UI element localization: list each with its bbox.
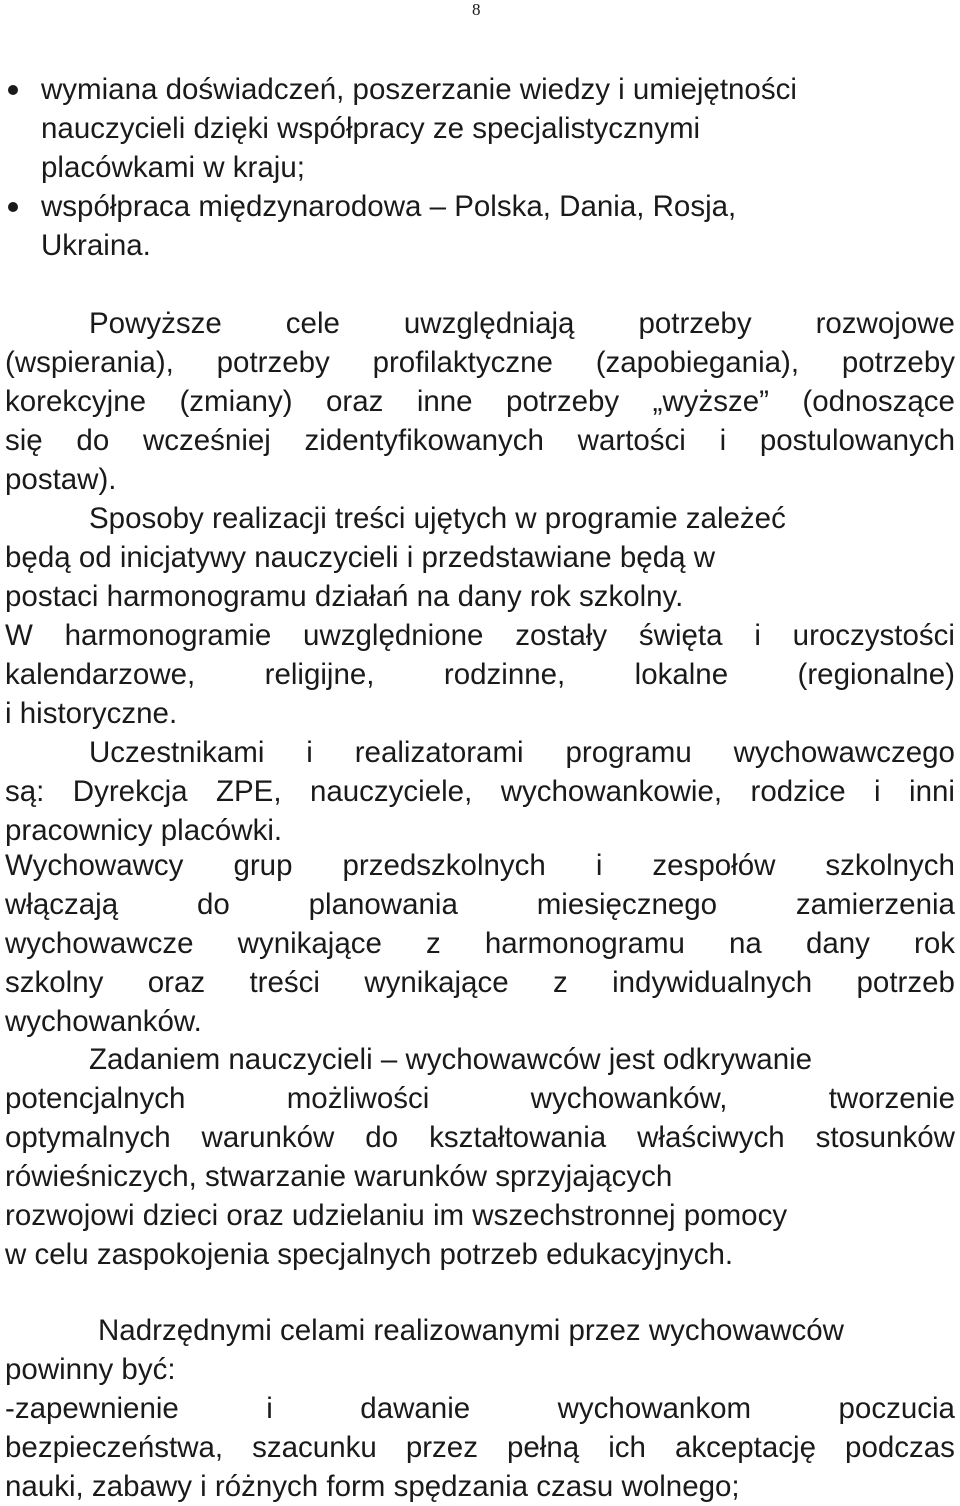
word: możliwości xyxy=(286,1082,430,1115)
word: -zapewnienie xyxy=(5,1392,179,1425)
word: i xyxy=(754,619,761,652)
bullet-list xyxy=(0,70,960,265)
word: potrzeby xyxy=(841,346,955,379)
word: wychowankowie, xyxy=(500,775,723,808)
word: z xyxy=(552,966,568,999)
text-line xyxy=(5,772,955,811)
word: korekcyjne xyxy=(5,385,147,418)
text-line xyxy=(5,924,955,963)
bullet-dot-icon xyxy=(8,202,18,212)
text-line xyxy=(5,1428,955,1467)
word: nauczyciele, xyxy=(309,775,473,808)
word: rodzinne, xyxy=(443,658,566,691)
word: realizatorami xyxy=(354,736,524,769)
paragraph xyxy=(5,846,955,1041)
word: Dyrekcja xyxy=(72,775,188,808)
paragraph xyxy=(5,1040,955,1274)
word: (zmiany) xyxy=(179,385,293,418)
word: oraz xyxy=(325,385,384,418)
text-line xyxy=(5,616,955,655)
word: programu xyxy=(565,736,692,769)
word: ZPE, xyxy=(215,775,282,808)
text-line: postaw). xyxy=(5,463,117,496)
word: „wyższe” xyxy=(652,385,769,418)
word: i xyxy=(595,849,603,882)
word: (wspierania), xyxy=(5,346,174,379)
word: dawanie xyxy=(360,1392,471,1425)
bullet-dot-icon xyxy=(8,85,18,95)
bullet-line: wymiana doświadczeń, poszerzanie wiedzy i umiejętności xyxy=(41,73,797,106)
word: włączają xyxy=(5,888,119,921)
word: pełną xyxy=(506,1431,580,1464)
text-line xyxy=(5,421,955,460)
text-line: Nadrzędnymi celami realizowanymi przez wychowawców xyxy=(98,1314,844,1347)
text-line: powinny być: xyxy=(5,1353,176,1386)
word: kalendarzowe, xyxy=(5,658,196,691)
paragraph xyxy=(5,616,955,733)
word: planowania xyxy=(308,888,458,921)
text-line xyxy=(5,343,955,382)
page-number: 8 xyxy=(472,0,481,19)
word: wychowawcze xyxy=(5,927,194,960)
word: wartości xyxy=(577,424,686,457)
word: wychowankom xyxy=(557,1392,752,1425)
word: i xyxy=(874,775,881,808)
word: zostały xyxy=(515,619,608,652)
word: poczucia xyxy=(838,1392,955,1425)
word: zidentyfikowanych xyxy=(304,424,544,457)
word: ich xyxy=(608,1431,646,1464)
text-line: będą od inicjatywy nauczycieli i przedstawiane będą w xyxy=(5,541,716,574)
word: harmonogramu xyxy=(484,927,685,960)
word: wynikające xyxy=(364,966,509,999)
word: i xyxy=(306,736,313,769)
word: wcześniej xyxy=(142,424,271,457)
word: dany xyxy=(805,927,870,960)
text-line xyxy=(5,733,955,772)
word: profilaktyczne xyxy=(372,346,553,379)
word: wychowanków, xyxy=(530,1082,728,1115)
bullet-item xyxy=(0,70,960,187)
word: do xyxy=(76,424,110,457)
word: treści xyxy=(249,966,320,999)
paragraph xyxy=(5,733,955,850)
word: do xyxy=(196,888,230,921)
word: tworzenie xyxy=(828,1082,955,1115)
word: miesięcznego xyxy=(536,888,718,921)
text-line xyxy=(5,382,955,421)
word: rozwojowe xyxy=(815,307,955,340)
word: rodzice xyxy=(750,775,846,808)
word: przez xyxy=(405,1431,478,1464)
text-line xyxy=(5,846,955,885)
word: Wychowawcy xyxy=(5,849,184,882)
word: (odnoszące xyxy=(802,385,955,418)
word: uroczystości xyxy=(792,619,955,652)
word: wychowawczego xyxy=(733,736,955,769)
word: zamierzenia xyxy=(795,888,955,921)
word: święta xyxy=(638,619,723,652)
word: potencjalnych xyxy=(5,1082,186,1115)
word: kształtowania xyxy=(429,1121,607,1154)
word: lokalne xyxy=(634,658,729,691)
text-line: rozwojowi dzieci oraz udzielaniu im wszechstronnej pomocy xyxy=(5,1199,788,1232)
word: uwzględniają xyxy=(403,307,575,340)
text-line: wychowanków. xyxy=(5,1005,202,1038)
text-line: i historyczne. xyxy=(5,697,178,730)
bullet-line: Ukraina. xyxy=(41,229,151,262)
word: (zapobiegania), xyxy=(595,346,800,379)
word: do xyxy=(365,1121,399,1154)
word: optymalnych xyxy=(5,1121,171,1154)
text-line xyxy=(5,1389,955,1428)
text-line xyxy=(5,1118,955,1157)
word: oraz xyxy=(147,966,206,999)
word: rok xyxy=(914,927,955,960)
word: harmonogramie xyxy=(64,619,272,652)
word: postulowanych xyxy=(759,424,955,457)
word: Powyższe xyxy=(89,307,222,340)
text-line: Zadaniem nauczycieli – wychowawców jest odkrywanie xyxy=(89,1043,813,1076)
bullet-line: nauczycieli dzięki współpracy ze specjalistycznymi xyxy=(41,112,701,145)
word: się xyxy=(5,424,43,457)
word: na xyxy=(729,927,762,960)
word: z xyxy=(426,927,441,960)
word: (regionalne) xyxy=(797,658,955,691)
word: są: xyxy=(5,775,45,808)
text-line xyxy=(5,304,955,343)
word: cele xyxy=(285,307,340,340)
word: bezpieczeństwa, xyxy=(5,1431,224,1464)
text-line: pracownicy placówki. xyxy=(5,814,283,847)
paragraph xyxy=(5,499,955,616)
text-line: rówieśniczych, stwarzanie warunków sprzyjających xyxy=(5,1160,673,1193)
paragraph xyxy=(5,1311,955,1506)
bullet-line: placówkami w kraju; xyxy=(41,151,305,184)
word: akceptację xyxy=(674,1431,816,1464)
bullet-line: współpraca międzynarodowa – Polska, Dania, Rosja, xyxy=(41,190,737,223)
word: potrzeby xyxy=(216,346,330,379)
word: szacunku xyxy=(252,1431,377,1464)
word: warunków xyxy=(201,1121,335,1154)
text-line: w celu zaspokojenia specjalnych potrzeb edukacyjnych. xyxy=(5,1238,734,1271)
word: grup xyxy=(233,849,293,882)
text-line xyxy=(5,655,955,694)
word: inni xyxy=(909,775,955,808)
word: szkolny xyxy=(5,966,104,999)
word: potrzeby xyxy=(506,385,620,418)
word: W xyxy=(5,619,33,652)
word: i xyxy=(719,424,727,457)
word: inne xyxy=(416,385,473,418)
word: szkolnych xyxy=(825,849,955,882)
text-line xyxy=(5,963,955,1002)
word: podczas xyxy=(845,1431,955,1464)
word: uwzględnione xyxy=(303,619,484,652)
text-line: Sposoby realizacji treści ujętych w programie zależeć xyxy=(89,502,786,535)
word: wynikające xyxy=(237,927,382,960)
word: przedszkolnych xyxy=(342,849,546,882)
bullet-item xyxy=(0,187,960,265)
paragraph xyxy=(5,304,955,499)
text-line: nauki, zabawy i różnych form spędzania czasu wolnego; xyxy=(5,1470,740,1503)
word: Uczestnikami xyxy=(89,736,265,769)
word: właściwych xyxy=(637,1121,785,1154)
text-line xyxy=(5,885,955,924)
word: potrzeb xyxy=(856,966,955,999)
text-line xyxy=(5,1079,955,1118)
word: religijne, xyxy=(264,658,375,691)
word: potrzeby xyxy=(638,307,752,340)
word: indywidualnych xyxy=(612,966,813,999)
word: zespołów xyxy=(652,849,776,882)
text-line: postaci harmonogramu działań na dany rok szkolny. xyxy=(5,580,684,613)
word: stosunków xyxy=(815,1121,955,1154)
word: i xyxy=(266,1392,273,1425)
